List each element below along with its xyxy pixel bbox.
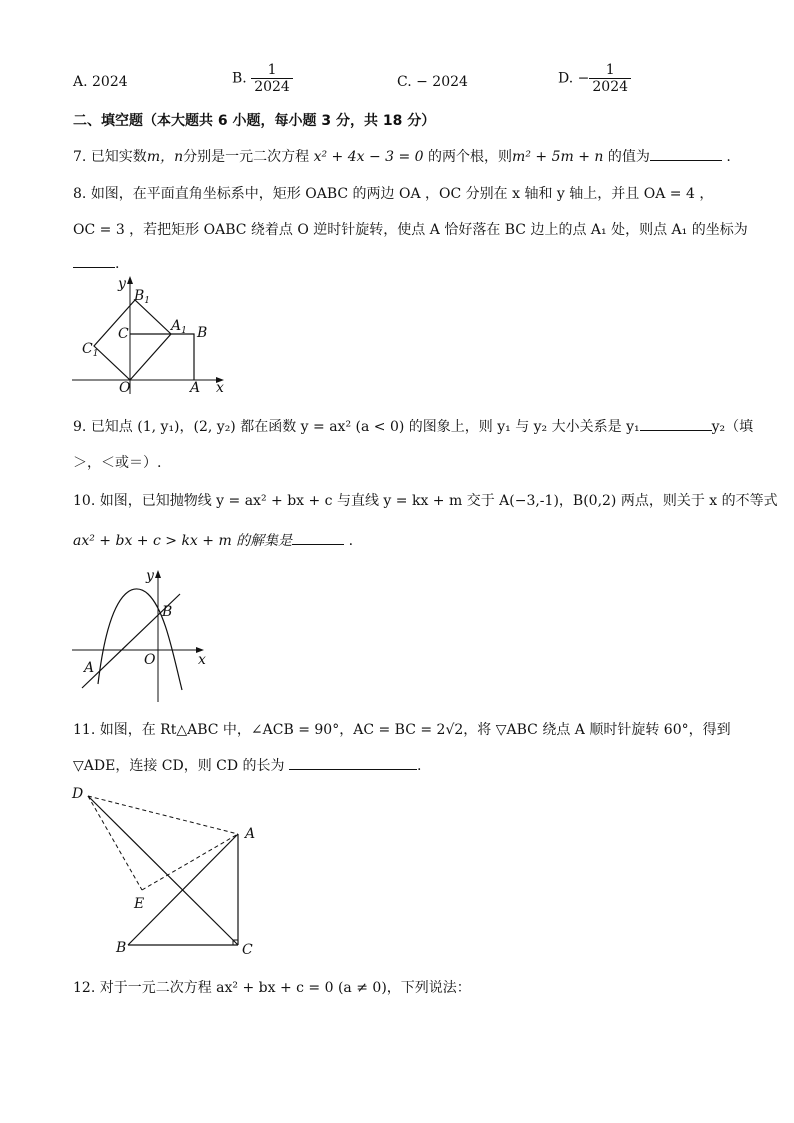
question-10-line1: 10. 如图，已知抛物线 y = ax² + bx + c 与直线 y = kx + m 交于 A(−3,-1)，B(0,2) 两点，则关于 x 的不等式 xyxy=(73,493,778,509)
figure-8 xyxy=(70,274,230,394)
label-b: B xyxy=(197,325,208,341)
question-9-line2: ＞，＜或＝）. xyxy=(73,455,162,471)
option-c: C. − 2024 xyxy=(397,74,468,90)
question-7: 7. 已知实数m，n分别是一元二次方程 x² + 4x − 3 = 0 的两个根，则m² + 5m + n 的值为 . xyxy=(73,149,731,165)
label-b1: $B_1$ xyxy=(134,288,151,306)
option-d: D. − $\frac{1}{2024}$ xyxy=(558,62,631,95)
label-x: x xyxy=(216,380,224,394)
fraction: $\frac{1}{2024}$ xyxy=(589,62,631,95)
question-11-line2: ▽ADE，连接 CD，则 CD 的长为 . xyxy=(73,758,422,774)
answer-blank[interactable] xyxy=(292,543,344,545)
label-a1: $A_1$ xyxy=(171,318,187,336)
label-b: B xyxy=(162,604,173,620)
question-8-line2: OC = 3 ，若把矩形 OABC 绕着点 O 逆时针旋转，使点 A 恰好落在 BC 边上的点 A₁ 处，则点 A₁ 的坐标为 xyxy=(73,222,748,238)
question-10-line2: ax² + bx + c > kx + m 的解集是 . xyxy=(73,533,354,549)
label-x: x xyxy=(198,652,206,668)
label-c: C xyxy=(242,942,253,958)
label-o: O xyxy=(119,380,131,394)
option-b: B. $\frac{1}{2024}$ xyxy=(232,62,293,95)
option-a: A. 2024 xyxy=(73,74,128,90)
answer-blank[interactable] xyxy=(650,159,722,161)
figure-11 xyxy=(70,782,270,962)
label-e: E xyxy=(134,896,145,912)
label-c1: $C_1$ xyxy=(82,341,99,359)
answer-blank[interactable] xyxy=(73,266,115,268)
label-c: C xyxy=(118,326,129,342)
label-a: A xyxy=(84,660,95,676)
question-8-line1: 8. 如图，在平面直角坐标系中，矩形 OABC 的两边 OA ，OC 分别在 x 轴和 y 轴上，并且 OA = 4 ， xyxy=(73,186,714,202)
section-title: 二、填空题（本大题共 6 小题，每小题 3 分，共 18 分） xyxy=(73,113,436,129)
figure-10 xyxy=(70,564,220,704)
question-12: 12. 对于一元二次方程 ax² + bx + c = 0 (a ≠ 0)，下列说法： xyxy=(73,980,471,996)
label-y: y xyxy=(146,568,154,584)
label-a: A xyxy=(190,380,201,394)
label-a: A xyxy=(245,826,256,842)
label-d: D xyxy=(72,786,84,802)
question-11-line1: 11. 如图，在 Rt△ABC 中，∠ACB = 90°，AC = BC = 2√2，将 ▽ABC 绕点 A 顺时针旋转 60°，得到 xyxy=(73,722,731,738)
question-8-line3: . xyxy=(73,256,119,272)
label-o: O xyxy=(144,652,156,668)
question-9-line1: 9. 已知点 (1, y₁)，(2, y₂) 都在函数 y = ax² (a < 0) 的图象上，则 y₁ 与 y₂ 大小关系是 y₁ y₂（填 xyxy=(73,419,754,435)
label-y: y xyxy=(118,276,126,292)
fraction: $\frac{1}{2024}$ xyxy=(251,62,293,95)
answer-blank[interactable] xyxy=(289,768,417,770)
answer-blank[interactable] xyxy=(640,429,712,431)
label-b: B xyxy=(116,940,127,956)
